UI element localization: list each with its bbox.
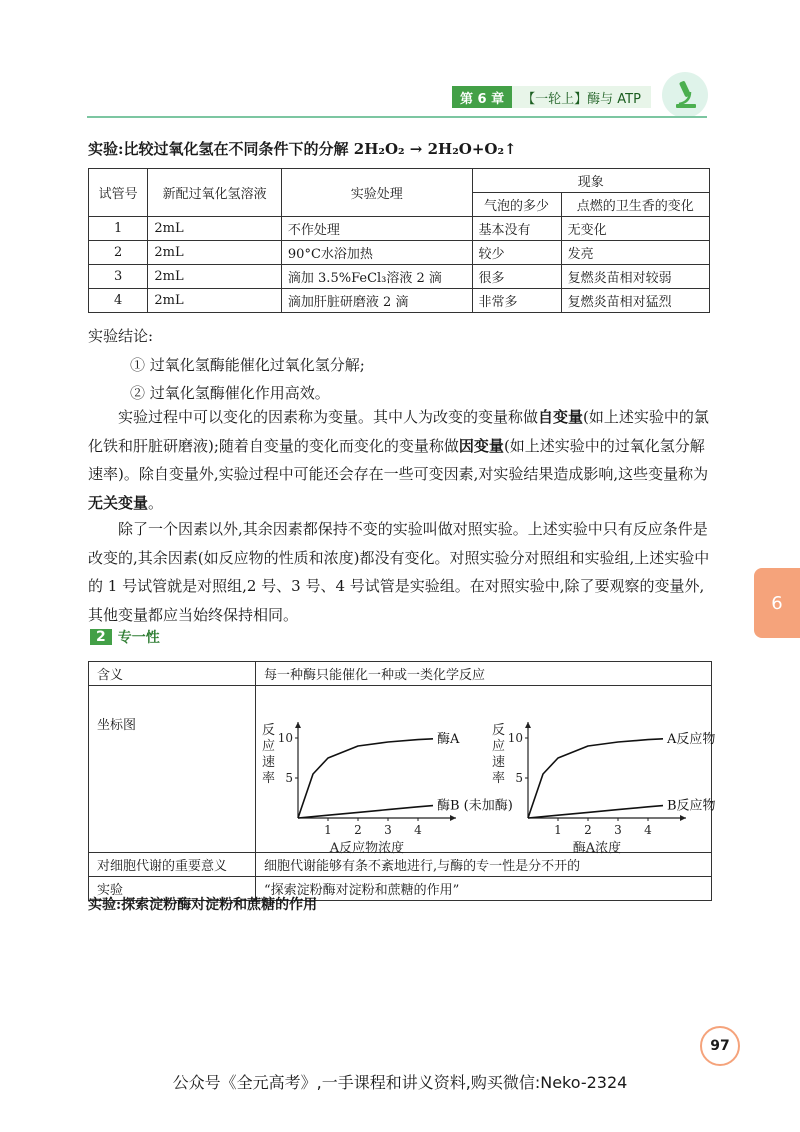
row-key: 坐标图 [89,686,256,853]
chapter-badge [452,86,651,108]
row-value: “探索淀粉酶对淀粉和蔗糖的作用” [256,877,712,901]
y-axis-arrow [295,722,301,728]
y-tick-label: 5 [515,771,523,785]
y-axis-label-char: 应 [492,739,506,754]
cell-tube: 3 [89,265,148,289]
conclusion-2: ② 过氧化氢酶催化作用高效。 [130,384,330,402]
y-tick-label: 10 [507,731,523,745]
charts-cell [256,686,716,856]
col-incense: 点燃的卫生香的变化 [561,193,709,217]
cell-incense: 复燃炎苗相对较弱 [561,265,709,289]
cell-bubbles: 基本没有 [472,217,561,241]
x-tick-label: 4 [414,823,422,837]
cell-solution: 2mL [148,241,282,265]
control-experiment-paragraph: 除了一个因素以外,其余因素都保持不变的实验叫做对照实验。上述实验中只有反应条件是改变的,其余因素(如反应物的性质和浓度)都没有变化。对照实验分对照组和实验组,上述实验中的 1 号试管就是对照组,2 号、3 号、4 号试管是实验组。在对照实验中,除了要观察的变量外,其他变量都应当始终保持相同。 [88,520,710,624]
series-label: A反应物 [667,731,716,747]
section-number: 2 [90,629,112,645]
y-axis-label-char: 反 [492,723,506,738]
cell-bubbles: 很多 [472,265,561,289]
cell-treatment: 不作处理 [281,217,472,241]
x-tick-label: 2 [584,823,592,837]
cell-treatment: 滴加肝脏研磨液 2 滴 [281,289,472,313]
col-solution: 新配过氧化氢溶液 [148,169,282,217]
term-irrelevant-variable: 无关变量 [88,493,149,512]
table-row [89,853,712,877]
chapter-title: 【一轮上】酶与 ATP [512,86,651,108]
x-axis-label: A反应物浓度 [329,841,405,856]
series-label: B反应物 [667,798,716,814]
cell-solution: 2mL [148,289,282,313]
bottom-experiment-heading: 实验:探索淀粉酶对淀粉和蔗糖的作用 [88,897,318,913]
text-run: (如上述实验中的过氧化氢分解速率)。除自变量外,实验过程中可能还会存在一些可变因素,对实验结果造成影响,这些变量称为 [88,436,709,483]
experiment-table [88,168,710,313]
y-axis-label-char: 速 [492,755,506,770]
y-axis-label-char: 反 [262,723,276,738]
table-row [89,217,710,241]
cell-bubbles: 较少 [472,241,561,265]
x-axis-arrow [450,815,456,821]
y-axis-label-char: 率 [492,771,506,786]
table-row [89,662,712,686]
cell-incense: 发亮 [561,241,709,265]
x-tick-label: 3 [384,823,392,837]
x-tick-label: 1 [554,823,562,837]
row-value: 细胞代谢能够有条不紊地进行,与酶的专一性是分不开的 [256,853,712,877]
table-row [89,686,712,853]
experiment-heading: 实验:比较过氧化氢在不同条件下的分解 2H₂O₂ → 2H₂O+O₂↑ [88,140,517,158]
term-independent-variable: 自变量 [538,408,584,426]
text-run: (如上述实验中的氯化铁和肝脏研磨液);随着自变量的变化而变化的变量称做 [88,408,709,455]
text-run: 。 [148,493,164,512]
y-tick-label: 10 [277,731,293,745]
y-axis-arrow [525,722,531,728]
series-line [298,739,433,818]
row-key: 对细胞代谢的重要意义 [89,853,256,877]
term-dependent-variable: 因变量 [458,436,504,455]
cell-solution: 2mL [148,217,282,241]
text-run: 实验过程中可以变化的因素称为变量。其中人为改变的变量称做 [118,408,539,426]
y-axis-label-char: 速 [262,755,276,770]
chapter-number: 第 6 章 [452,86,512,108]
cell-bubbles: 非常多 [472,289,561,313]
chapter-side-tab[interactable]: 6 [754,568,800,638]
x-tick-label: 3 [614,823,622,837]
table-row [89,265,710,289]
variables-paragraph [88,403,713,517]
x-tick-label: 4 [644,823,652,837]
series-line [298,806,433,818]
row-value: 每一种酶只能催化一种或一类化学反应 [256,662,712,686]
conclusion-1: ① 过氧化氢酶能催化过氧化氢分解; [130,356,365,374]
conclusion-label: 实验结论: [88,327,154,345]
specificity-table [88,661,716,901]
col-treatment: 实验处理 [281,169,472,217]
y-tick-label: 5 [285,771,293,785]
cell-treatment: 90°C水浴加热 [281,241,472,265]
col-tube: 试管号 [89,169,148,217]
cell-solution: 2mL [148,265,282,289]
col-phenomenon: 现象 [472,169,709,193]
cell-incense: 无变化 [561,217,709,241]
x-tick-label: 1 [324,823,332,837]
row-key: 含义 [89,662,256,686]
series-label: 酶A [437,731,460,747]
footer-text: 公众号《全元高考》,一手课程和讲义资料,购买微信:Neko-2324 [172,1073,628,1092]
cell-tube: 1 [89,217,148,241]
specificity-charts [256,686,716,856]
y-axis-label-char: 率 [262,771,276,786]
table-row [89,289,710,313]
header-rule [87,116,707,118]
series-label: 酶B (未加酶) [437,798,513,814]
x-axis-arrow [680,815,686,821]
series-line [528,806,663,818]
cell-tube: 2 [89,241,148,265]
col-bubbles: 气泡的多少 [472,193,561,217]
microscope-icon [662,72,708,118]
cell-incense: 复燃炎苗相对猛烈 [561,289,709,313]
page-number: 97 [700,1026,740,1066]
y-axis-label-char: 应 [262,739,276,754]
x-axis-label: 酶A浓度 [572,841,622,856]
series-line [528,739,663,818]
x-tick-label: 2 [354,823,362,837]
table-row [89,241,710,265]
section-heading [90,627,160,647]
section-title: 专一性 [117,630,160,646]
cell-tube: 4 [89,289,148,313]
row-key: 实验 [89,877,256,901]
cell-treatment: 滴加 3.5%FeCl₃溶液 2 滴 [281,265,472,289]
